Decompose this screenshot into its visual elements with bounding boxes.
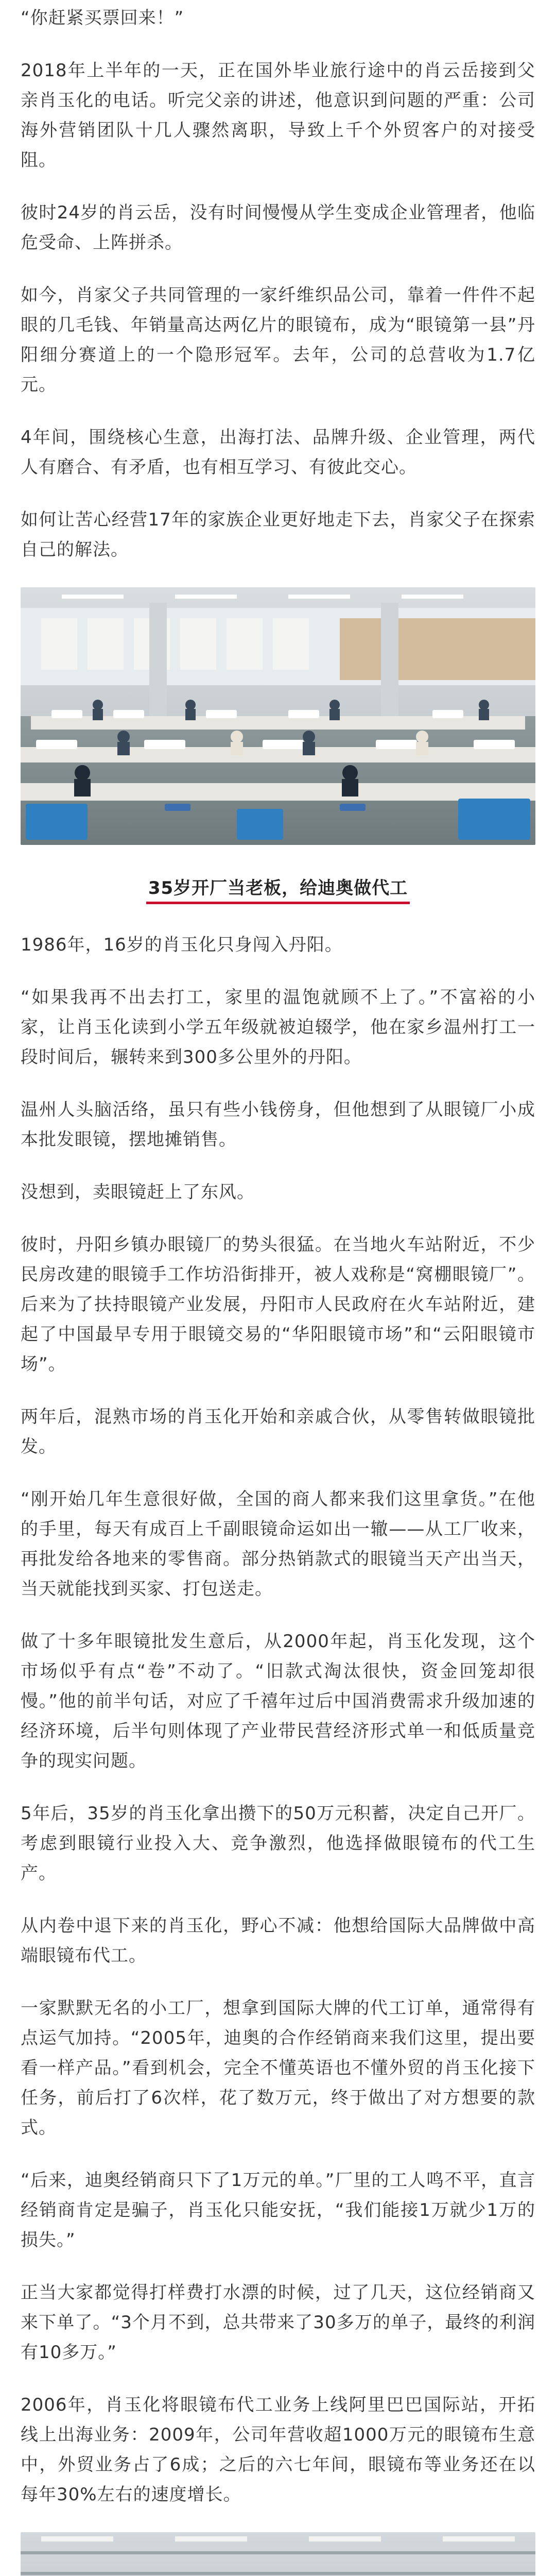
workshop-photo — [21, 587, 535, 845]
article-paragraph: 从内卷中退下来的肖玉化，野心不减：他想给国际大品牌做中高端眼镜布代工。 — [21, 1916, 535, 1966]
article-paragraph: 2006年，肖玉化将眼镜布代工业务上线阿里巴巴国际站，开拓线上出海业务：2009年，公司年营收超1000万元的眼镜布生意中，外贸业务占了6成；之后的六七年间，眼镜布等业务还在以每年30%左右的速度增长。 — [21, 2395, 535, 2505]
section-title-text: 35岁开厂当老板，给迪奥做代工 — [146, 878, 410, 904]
article-paragraph: 如何让苦心经营17年的家族企业更好地走下去，肖家父子在探索自己的解法。 — [21, 510, 535, 560]
article-paragraph: 正当大家都觉得打样费打水漂的时候，过了几天，这位经销商又来下单了。“3个月不到，总共带来了30多万的单子，最终的利润有10多万。” — [21, 2282, 535, 2363]
article-paragraph: “后来，迪奥经销商只下了1万元的单。”厂里的工人鸣不平，直言经销商肯定是骗子，肖玉化只能安抚，“我们能接1万就少1万的损失。” — [21, 2170, 535, 2250]
article-paragraph: 1986年，16岁的肖玉化只身闯入丹阳。 — [21, 935, 343, 955]
article-paragraph: “你赶紧买票回来！” — [21, 8, 184, 28]
article-paragraph: 两年后，混熟市场的肖玉化开始和亲戚合伙，从零售转做眼镜批发。 — [21, 1406, 535, 1457]
article-paragraph: 4年间，围绕核心生意，出海打法、品牌升级、企业管理，两代人有磨合、有矛盾，也有相互学习、有彼此交心。 — [21, 427, 535, 478]
article-paragraph: 彼时，丹阳乡镇办眼镜厂的势头很猛。在当地火车站附近，不少民房改建的眼镜手工作坊沿街排开，被人戏称是“窝棚眼镜厂”。后来为了扶持眼镜产业发展，丹阳市人民政府在火车站附近，建起了中国最早专用于眼镜交易的“华阳眼镜市场”和“云阳眼镜市场”。 — [21, 1234, 535, 1375]
article-paragraph: “刚开始几年生意很好做，全国的商人都来我们这里拿货。”在他的手里，每天有成百上千副眼镜命运如出一辙——从工厂收来，再批发给各地来的零售商。部分热销款式的眼镜当天产出当天，当天就能找到买家、打包送走。 — [21, 1489, 535, 1599]
section-title — [21, 874, 535, 899]
article-paragraph: 5年后，35岁的肖玉化拿出攒下的50万元积蓄，决定自己开厂。考虑到眼镜行业投入大、竞争激烈，他选择做眼镜布的代工生产。 — [21, 1803, 535, 1884]
article-paragraph: 做了十多年眼镜批发生意后，从2000年起，肖玉化发现，这个市场似乎有点“卷”不动了。“旧款式淘汰很快，资金回笼却很慢。”他的前半句话，对应了千禧年过后中国消费需求升级加速的经济环境，后半句则体现了产业带民营经济形式单一和低质量竞争的现实问题。 — [21, 1631, 535, 1771]
article-paragraph: 如今，肖家父子共同管理的一家纤维织品公司，靠着一件件不起眼的几毛钱、年销量高达两亿片的眼镜布，成为“眼镜第一县”丹阳细分赛道上的一个隐形冠军。去年，公司的总营收为1.7亿元。 — [21, 285, 535, 395]
knitting-machines-photo — [21, 2532, 535, 2576]
article-paragraph: 温州人头脑活络，虽只有些小钱傍身，但他想到了从眼镜厂小成本批发眼镜，摆地摊销售。 — [21, 1099, 535, 1150]
article-paragraph: 彼时24岁的肖云岳，没有时间慢慢从学生变成企业管理者，他临危受命、上阵拼杀。 — [21, 202, 535, 253]
article-paragraph: 2018年上半年的一天，正在国外毕业旅行途中的肖云岳接到父亲肖玉化的电话。听完父亲的讲述，他意识到问题的严重：公司海外营销团队十几人骤然离职，导致上千个外贸客户的对接受阻。 — [21, 60, 535, 171]
article-paragraph: 一家默默无名的小工厂，想拿到国际大牌的代工订单，通常得有点运气加持。“2005年，迪奥的合作经销商来我们这里，提出要看一样产品。”看到机会，完全不懂英语也不懂外贸的肖玉化接下任务，前后打了6次样，花了数万元，终于做出了对方想要的款式。 — [21, 1998, 535, 2138]
article-paragraph: “如果我再不出去打工，家里的温饱就顾不上了。”不富裕的小家，让肖玉化读到小学五年级就被迫辍学，他在家乡温州打工一段时间后，辗转来到300多公里外的丹阳。 — [21, 987, 535, 1067]
article-paragraph: 没想到，卖眼镜赶上了东风。 — [21, 1182, 255, 1202]
